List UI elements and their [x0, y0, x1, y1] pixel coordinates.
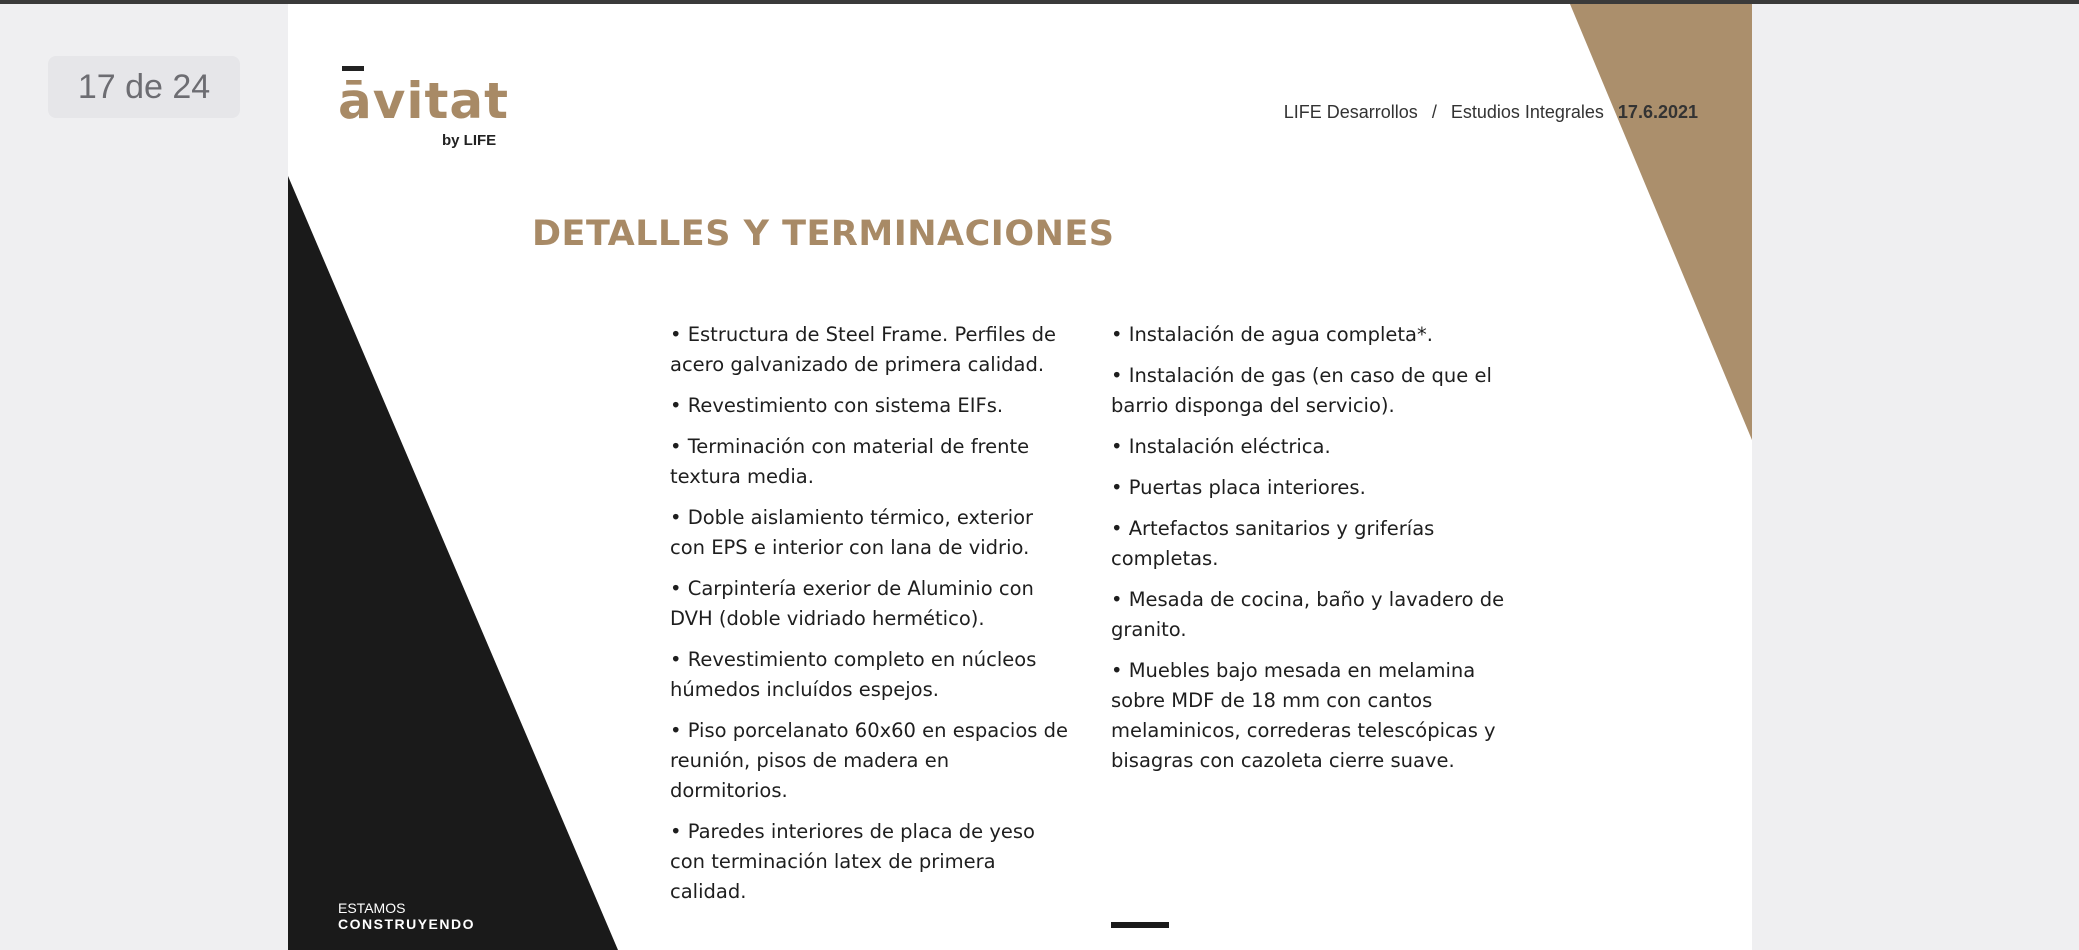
- avitat-logo: [338, 72, 510, 156]
- header-meta: [1284, 102, 1698, 123]
- logo-wordmark: āvitat: [338, 72, 510, 130]
- list-item: • Paredes interiores de placa de yeso con terminación latex de primera calidad.: [670, 820, 1035, 903]
- list-item: • Estructura de Steel Frame. Perfiles de acero galvanizado de primera calidad.: [670, 323, 1056, 376]
- footer-line-1: ESTAMOS: [338, 900, 406, 916]
- header-date: 17.6.2021: [1617, 102, 1698, 122]
- list-item: • Artefactos sanitarios y griferías completas.: [1111, 517, 1435, 570]
- logo-byline: by LIFE: [442, 132, 497, 149]
- list-item: • Instalación de gas (en caso de que el barrio disponga del servicio).: [1111, 364, 1492, 417]
- footer-tagline: [338, 900, 475, 932]
- decorative-dash: [1111, 922, 1169, 928]
- page-counter: 17 de 24: [48, 56, 240, 118]
- list-item: • Terminación con material de frente textura media.: [670, 435, 1030, 488]
- list-item: • Instalación eléctrica.: [1111, 435, 1331, 458]
- left-feature-list: [670, 320, 1070, 918]
- project-name: Estudios Integrales: [1450, 102, 1604, 122]
- list-item: • Revestimiento completo en núcleos húmedos incluídos espejos.: [670, 648, 1037, 701]
- footer-line-2: CONSTRUYENDO: [338, 916, 476, 932]
- company-name: LIFE Desarrollos: [1283, 102, 1418, 122]
- logo-accent-bar: [342, 66, 364, 71]
- list-item: • Carpintería exerior de Aluminio con DVH (doble vidriado hermético).: [670, 577, 1034, 630]
- slide-page: [288, 4, 1752, 950]
- list-item: • Piso porcelanato 60x60 en espacios de reunión, pisos de madera en dormitorios.: [670, 719, 1069, 802]
- list-item: • Doble aislamiento térmico, exterior con EPS e interior con lana de vidrio.: [670, 506, 1034, 559]
- gold-triangle-shape: [1570, 4, 1752, 440]
- right-feature-list: [1111, 320, 1521, 787]
- black-triangle-shape: [288, 176, 618, 950]
- header-separator: /: [1431, 102, 1437, 122]
- slide-title: DETALLES Y TERMINACIONES: [532, 214, 1115, 254]
- list-item: • Muebles bajo mesada en melamina sobre MDF de 18 mm con cantos melaminicos, correderas telescópicas y bisagras con cazoleta cierre suave.: [1111, 659, 1496, 772]
- list-item: • Mesada de cocina, baño y lavadero de granito.: [1111, 588, 1505, 641]
- list-item: • Revestimiento con sistema EIFs.: [670, 394, 1004, 417]
- list-item: • Instalación de agua completa*.: [1111, 323, 1433, 346]
- list-item: • Puertas placa interiores.: [1111, 476, 1366, 499]
